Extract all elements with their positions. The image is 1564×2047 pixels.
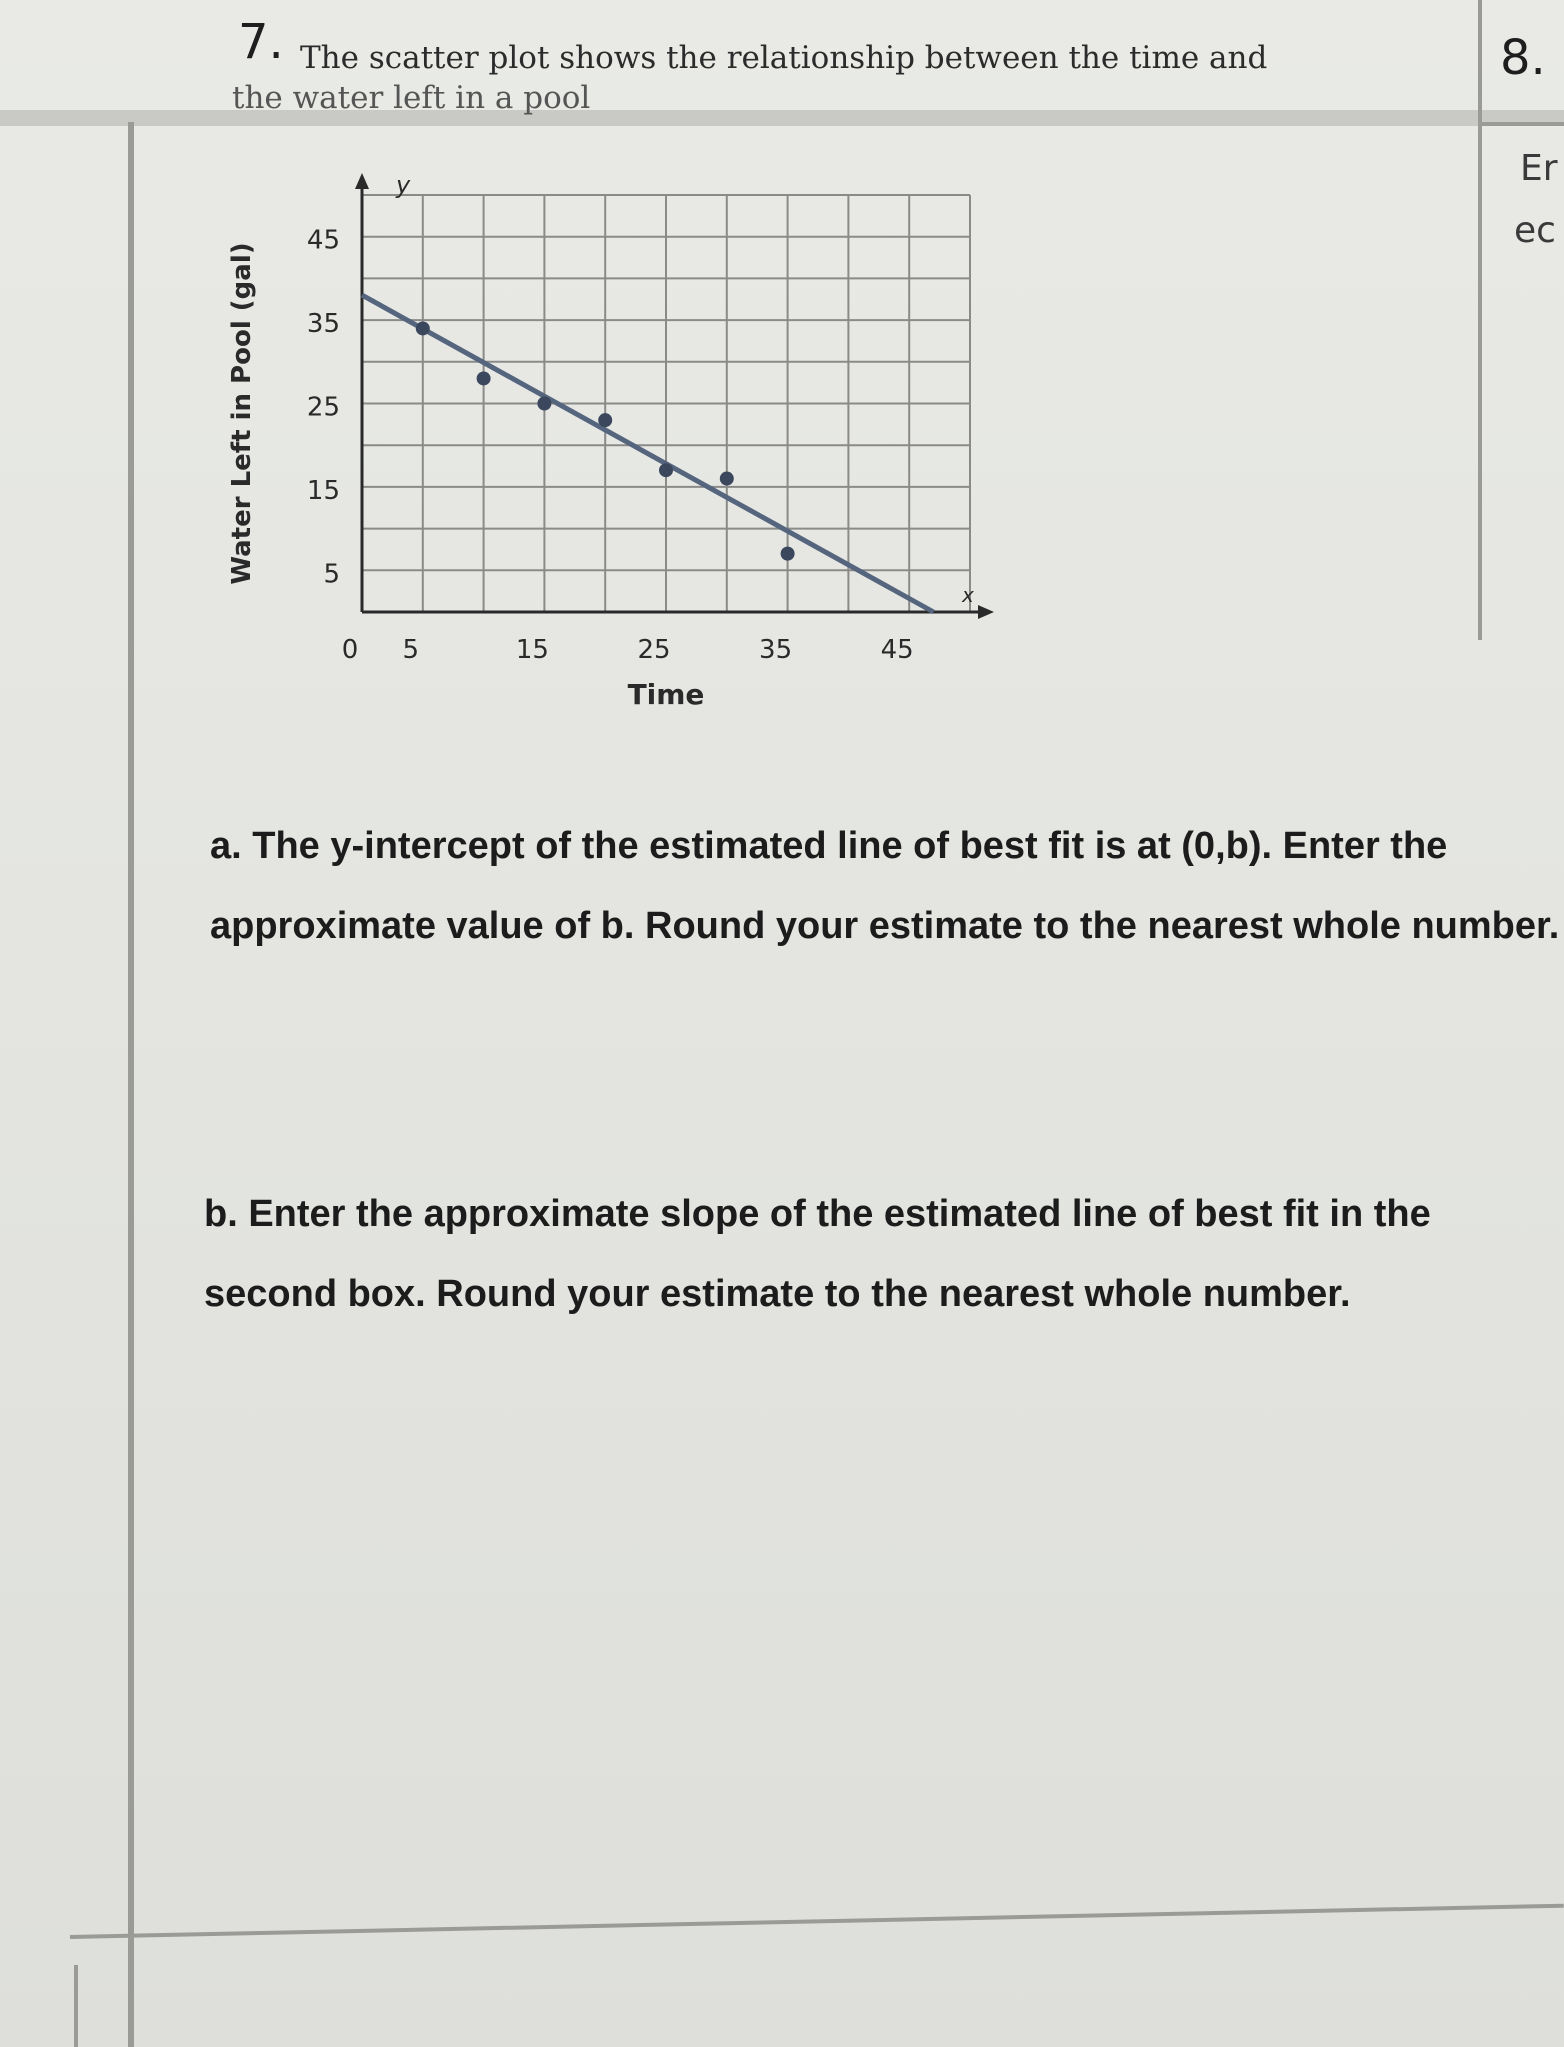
y-tick-label: 45: [306, 225, 340, 256]
data-point: [477, 371, 491, 385]
data-point: [659, 463, 673, 477]
chart-grid: [362, 195, 970, 612]
x-axis-label: Time: [627, 678, 705, 711]
question-prompt-line2: the water left in a pool: [232, 80, 591, 116]
question-number-7: 7.: [238, 14, 284, 70]
data-point: [416, 321, 430, 335]
part-a-line1: a. The y-intercept of the estimated line of best fit is at (0,b). Enter the: [210, 825, 1448, 867]
question-number-8: 8.: [1500, 30, 1546, 86]
y-tick-label: 15: [306, 475, 340, 506]
y-tick-label: 5: [323, 559, 340, 590]
scatter-plot: [0, 0, 1564, 740]
part-a-line2: approximate value of b. Round your estimate to the nearest whole number.: [210, 905, 1560, 947]
data-point: [598, 413, 612, 427]
y-axis-letter: y: [396, 171, 411, 199]
part-b-line2: second box. Round your estimate to the nearest whole number.: [204, 1273, 1351, 1315]
x-tick-label: 0: [341, 635, 359, 665]
x-tick-label: 35: [759, 635, 793, 665]
question8-fragment-2: ec: [1514, 210, 1556, 251]
y-tick-label: 35: [306, 309, 340, 340]
x-tick-label: 45: [880, 635, 914, 665]
part-b-line1: b. Enter the approximate slope of the estimated line of best fit in the: [204, 1193, 1431, 1235]
x-tick-label: 5: [402, 635, 420, 665]
y-tick-labels: [307, 226, 340, 590]
part-a-text: [210, 806, 1559, 966]
part-b-text: [204, 1174, 1431, 1334]
question-prompt-line1: The scatter plot shows the relationship between the time and: [300, 40, 1268, 76]
y-axis-arrow-icon: [355, 173, 369, 189]
data-point: [537, 397, 551, 411]
data-point: [720, 472, 734, 486]
x-axis-letter: x: [962, 583, 974, 607]
question8-fragment-1: Er: [1520, 148, 1558, 189]
y-axis-label: Water Left in Pool (gal): [227, 242, 257, 585]
bottom-divider: [70, 1904, 1564, 1939]
x-tick-labels: [342, 635, 914, 665]
y-tick-label: 25: [306, 392, 340, 423]
x-tick-label: 15: [515, 635, 549, 665]
x-axis-arrow-icon: [978, 605, 994, 619]
data-point: [781, 547, 795, 561]
x-tick-label: 25: [637, 635, 671, 665]
bottom-left-line: [74, 1965, 78, 2047]
